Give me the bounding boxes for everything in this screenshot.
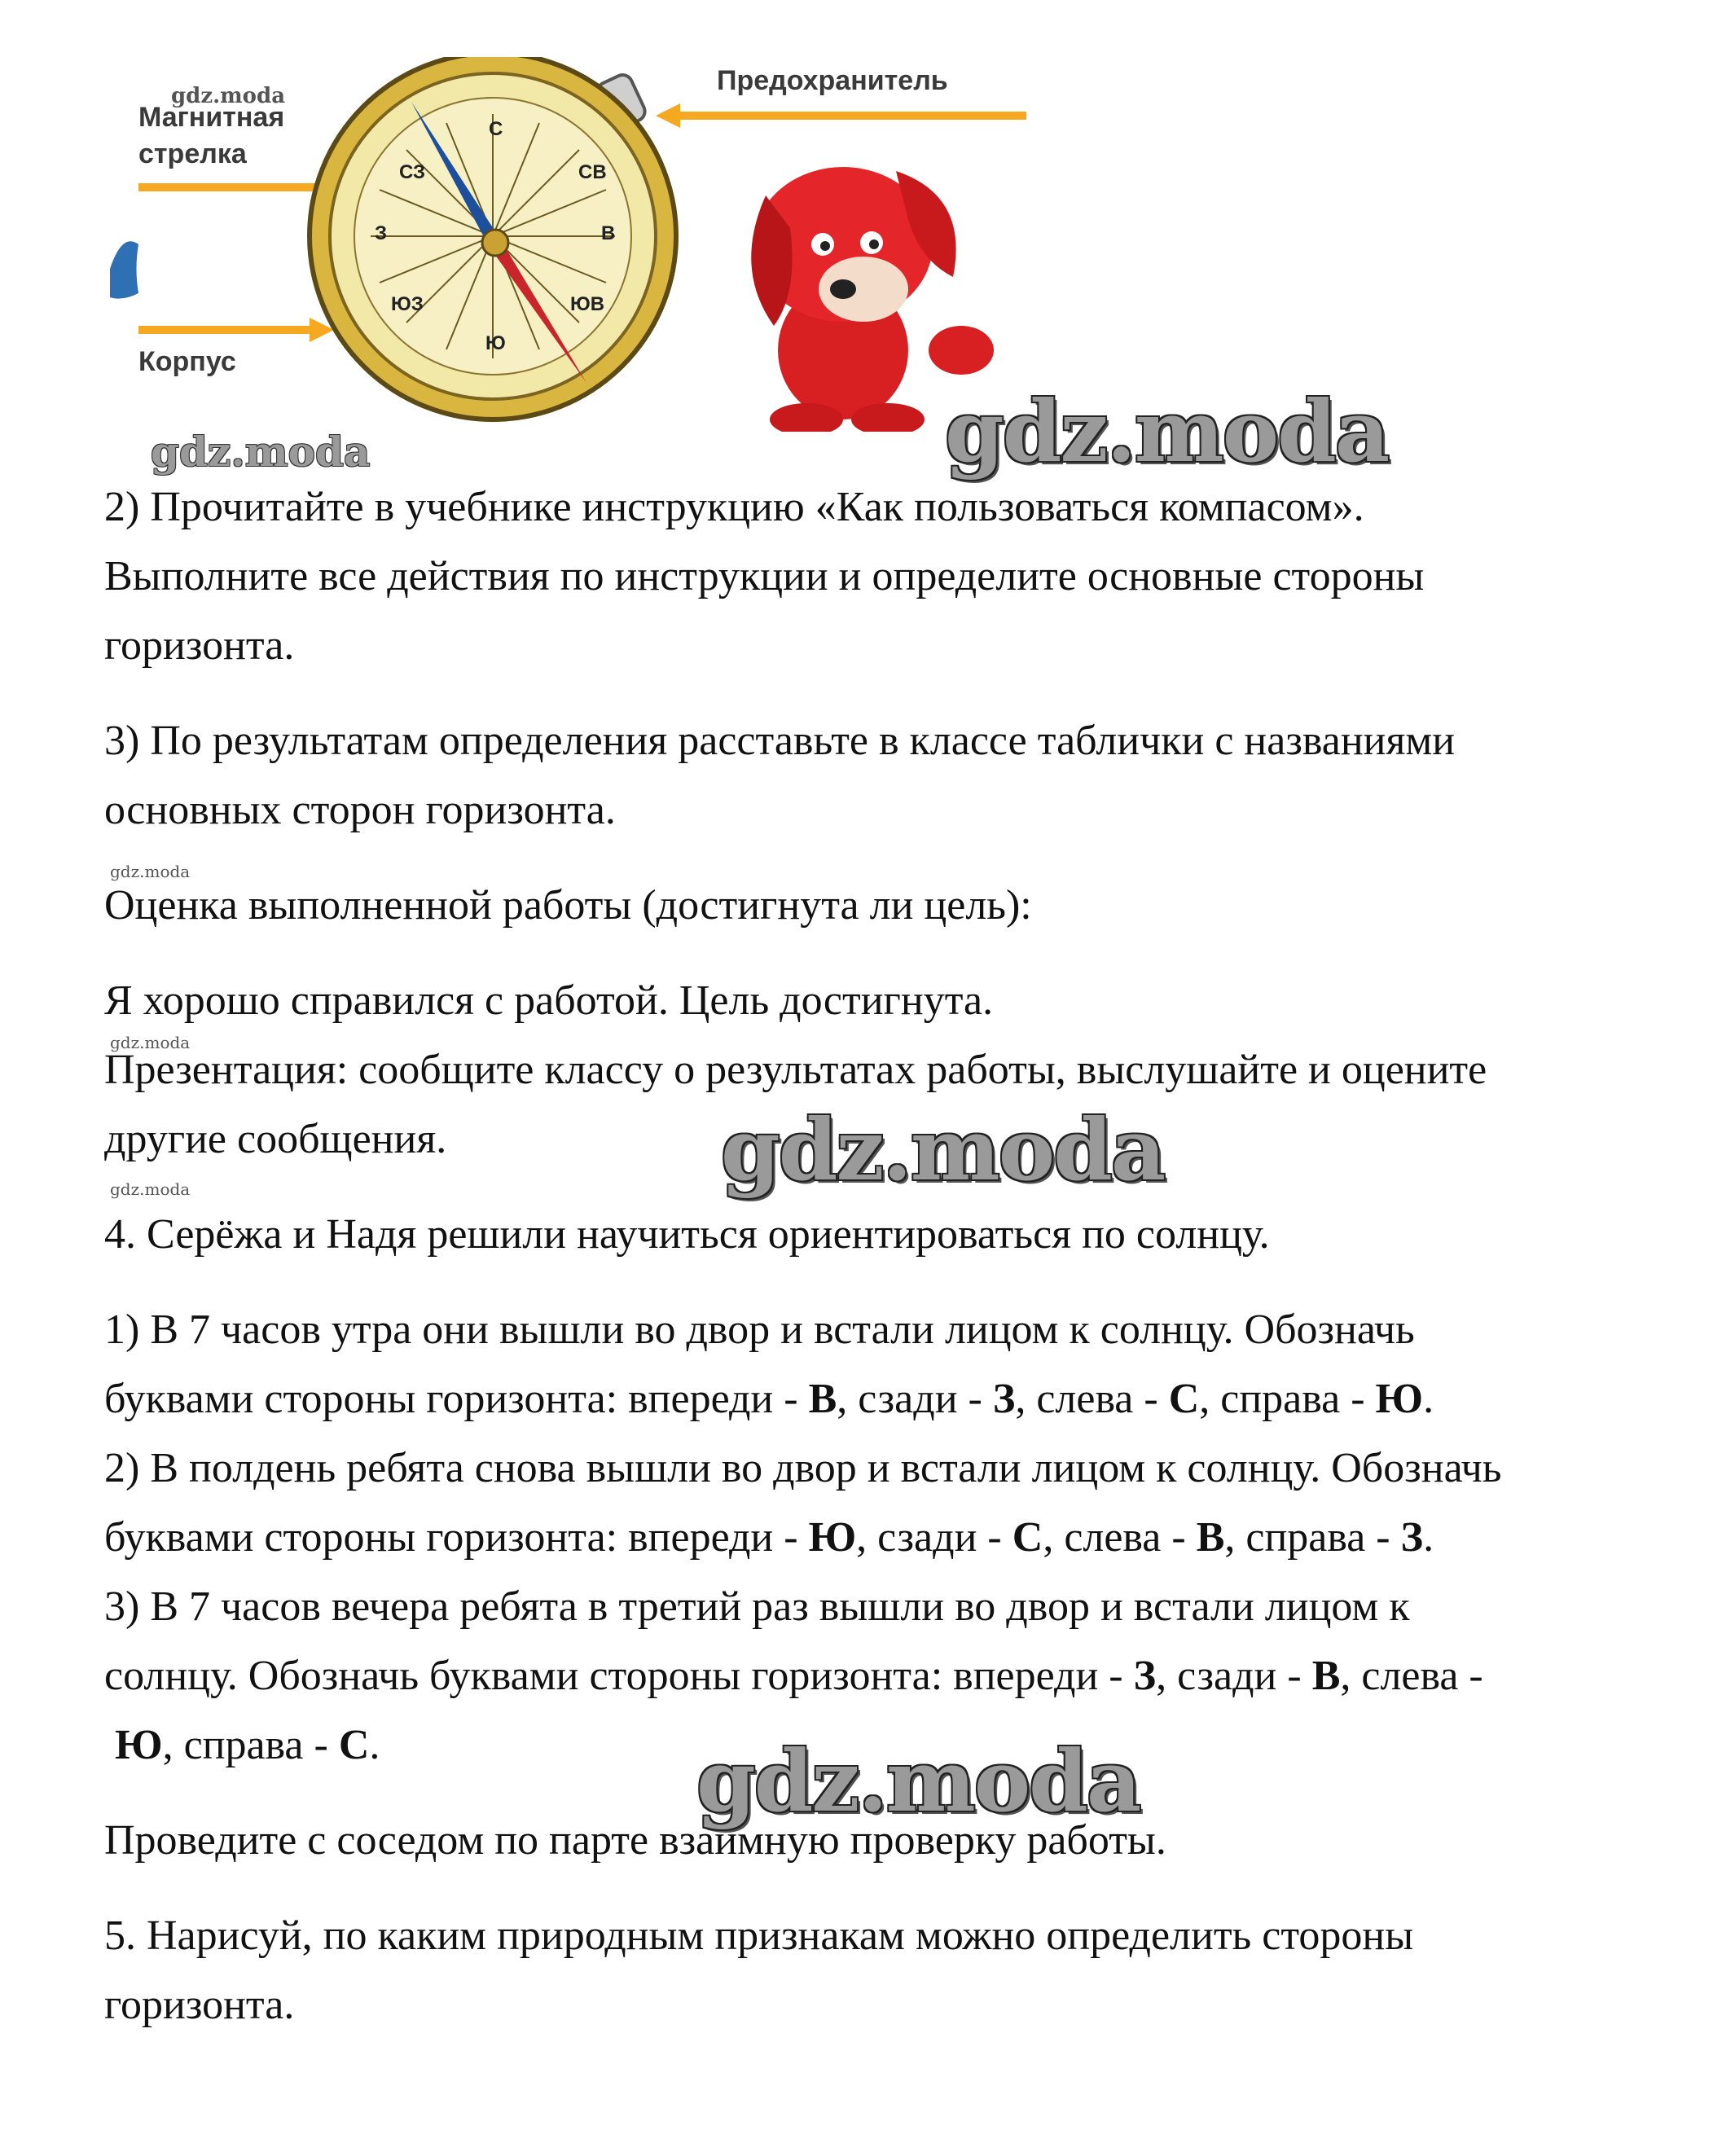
paragraph-3: горизонта. (104, 622, 295, 669)
label-safety-catch: Предохранитель (717, 65, 948, 96)
watermark-small-3: gdz.moda (110, 1179, 191, 1199)
label-magnetic-needle-line2: стрелка (138, 138, 247, 169)
answer-left-1: С (1168, 1376, 1200, 1422)
answer-left-2: В (1196, 1514, 1225, 1561)
dial-mark-southeast: ЮВ (570, 293, 605, 315)
paragraph-2: Выполните все действия по инструкции и определите основные стороны (104, 553, 1425, 599)
label-magnetic-needle-line1: Магнитная (138, 102, 285, 133)
dial-mark-west: З (375, 222, 388, 244)
dial-mark-south: Ю (485, 332, 506, 354)
paragraph-9: другие сообщения. (104, 1116, 447, 1162)
paragraph-4: 3) По результатам определения расставьте в классе таблички с названиями (104, 718, 1456, 764)
paragraph-7: Я хорошо справился с работой. Цель достигнута. (104, 977, 994, 1024)
answer-front-1: В (808, 1376, 837, 1422)
answer-back-3: В (1311, 1653, 1341, 1699)
answer-right-3: С (338, 1722, 370, 1768)
paragraph-17: Ю, справа - С. (115, 1722, 380, 1768)
paragraph-10: 4. Серёжа и Надя решили научиться ориентироваться по солнцу. (104, 1211, 1270, 1258)
paragraph-19: 5. Нарисуй, по каким природным признакам можно определить стороны (104, 1912, 1414, 1959)
paragraph-14: буквами стороны горизонта: впереди - Ю, сзади - С, слева - В, справа - З. (104, 1514, 1434, 1561)
paragraph-8: Презентация: сообщите классу о результатах работы, выслушайте и оцените (104, 1047, 1487, 1093)
paragraph-18: Проведите с соседом по парте взаимную проверку работы. (104, 1817, 1166, 1864)
dial-mark-north: С (489, 118, 503, 140)
paragraph-1: 2) Прочитайте в учебнике инструкцию «Как пользоваться компасом». (104, 484, 1364, 530)
watermark-figure: gdz.moda (171, 84, 286, 108)
paragraph-5: основных сторон горизонта. (104, 787, 616, 833)
watermark-small-2: gdz.moda (110, 1033, 191, 1052)
dial-mark-east: В (601, 222, 616, 244)
watermark-big-3: gdz.moda (696, 1731, 1140, 1831)
paragraph-20: горизонта. (104, 1982, 295, 2028)
compass-figure (106, 57, 1026, 432)
answer-back-1: З (992, 1376, 1016, 1422)
answer-back-2: С (1012, 1514, 1043, 1561)
answer-front-2: Ю (808, 1514, 857, 1561)
paragraph-11: 1) В 7 часов утра они вышли во двор и встали лицом к солнцу. Обозначь (104, 1306, 1415, 1353)
answer-right-2: З (1400, 1514, 1424, 1561)
paragraph-16: солнцу. Обозначь буквами стороны горизонта: впереди - З, сзади - В, слева - (104, 1653, 1483, 1699)
paragraph-15: 3) В 7 часов вечера ребята в третий раз вышли во двор и встали лицом к (104, 1583, 1410, 1630)
watermark-mid-1: gdz.moda (151, 428, 371, 476)
dial-mark-northwest: СЗ (399, 161, 426, 183)
answer-right-1: Ю (1375, 1376, 1424, 1422)
watermark-big-2: gdz.moda (721, 1100, 1165, 1200)
watermark-big-1: gdz.moda (945, 381, 1389, 481)
document-body (104, 472, 1684, 2040)
paragraph-13: 2) В полдень ребята снова вышли во двор и встали лицом к солнцу. Обозначь (104, 1445, 1502, 1491)
dial-mark-northeast: СВ (578, 161, 607, 183)
label-body: Корпус (138, 346, 236, 377)
answer-front-3: З (1133, 1653, 1157, 1699)
paragraph-6: Оценка выполненной работы (достигнута ли цель): (104, 882, 1032, 929)
answer-left-3: Ю (115, 1722, 163, 1768)
watermark-small-1: gdz.moda (110, 862, 191, 881)
paragraph-12: буквами стороны горизонта: впереди - В, сзади - З, слева - С, справа - Ю. (104, 1376, 1434, 1422)
dial-mark-southwest: ЮЗ (391, 293, 424, 315)
